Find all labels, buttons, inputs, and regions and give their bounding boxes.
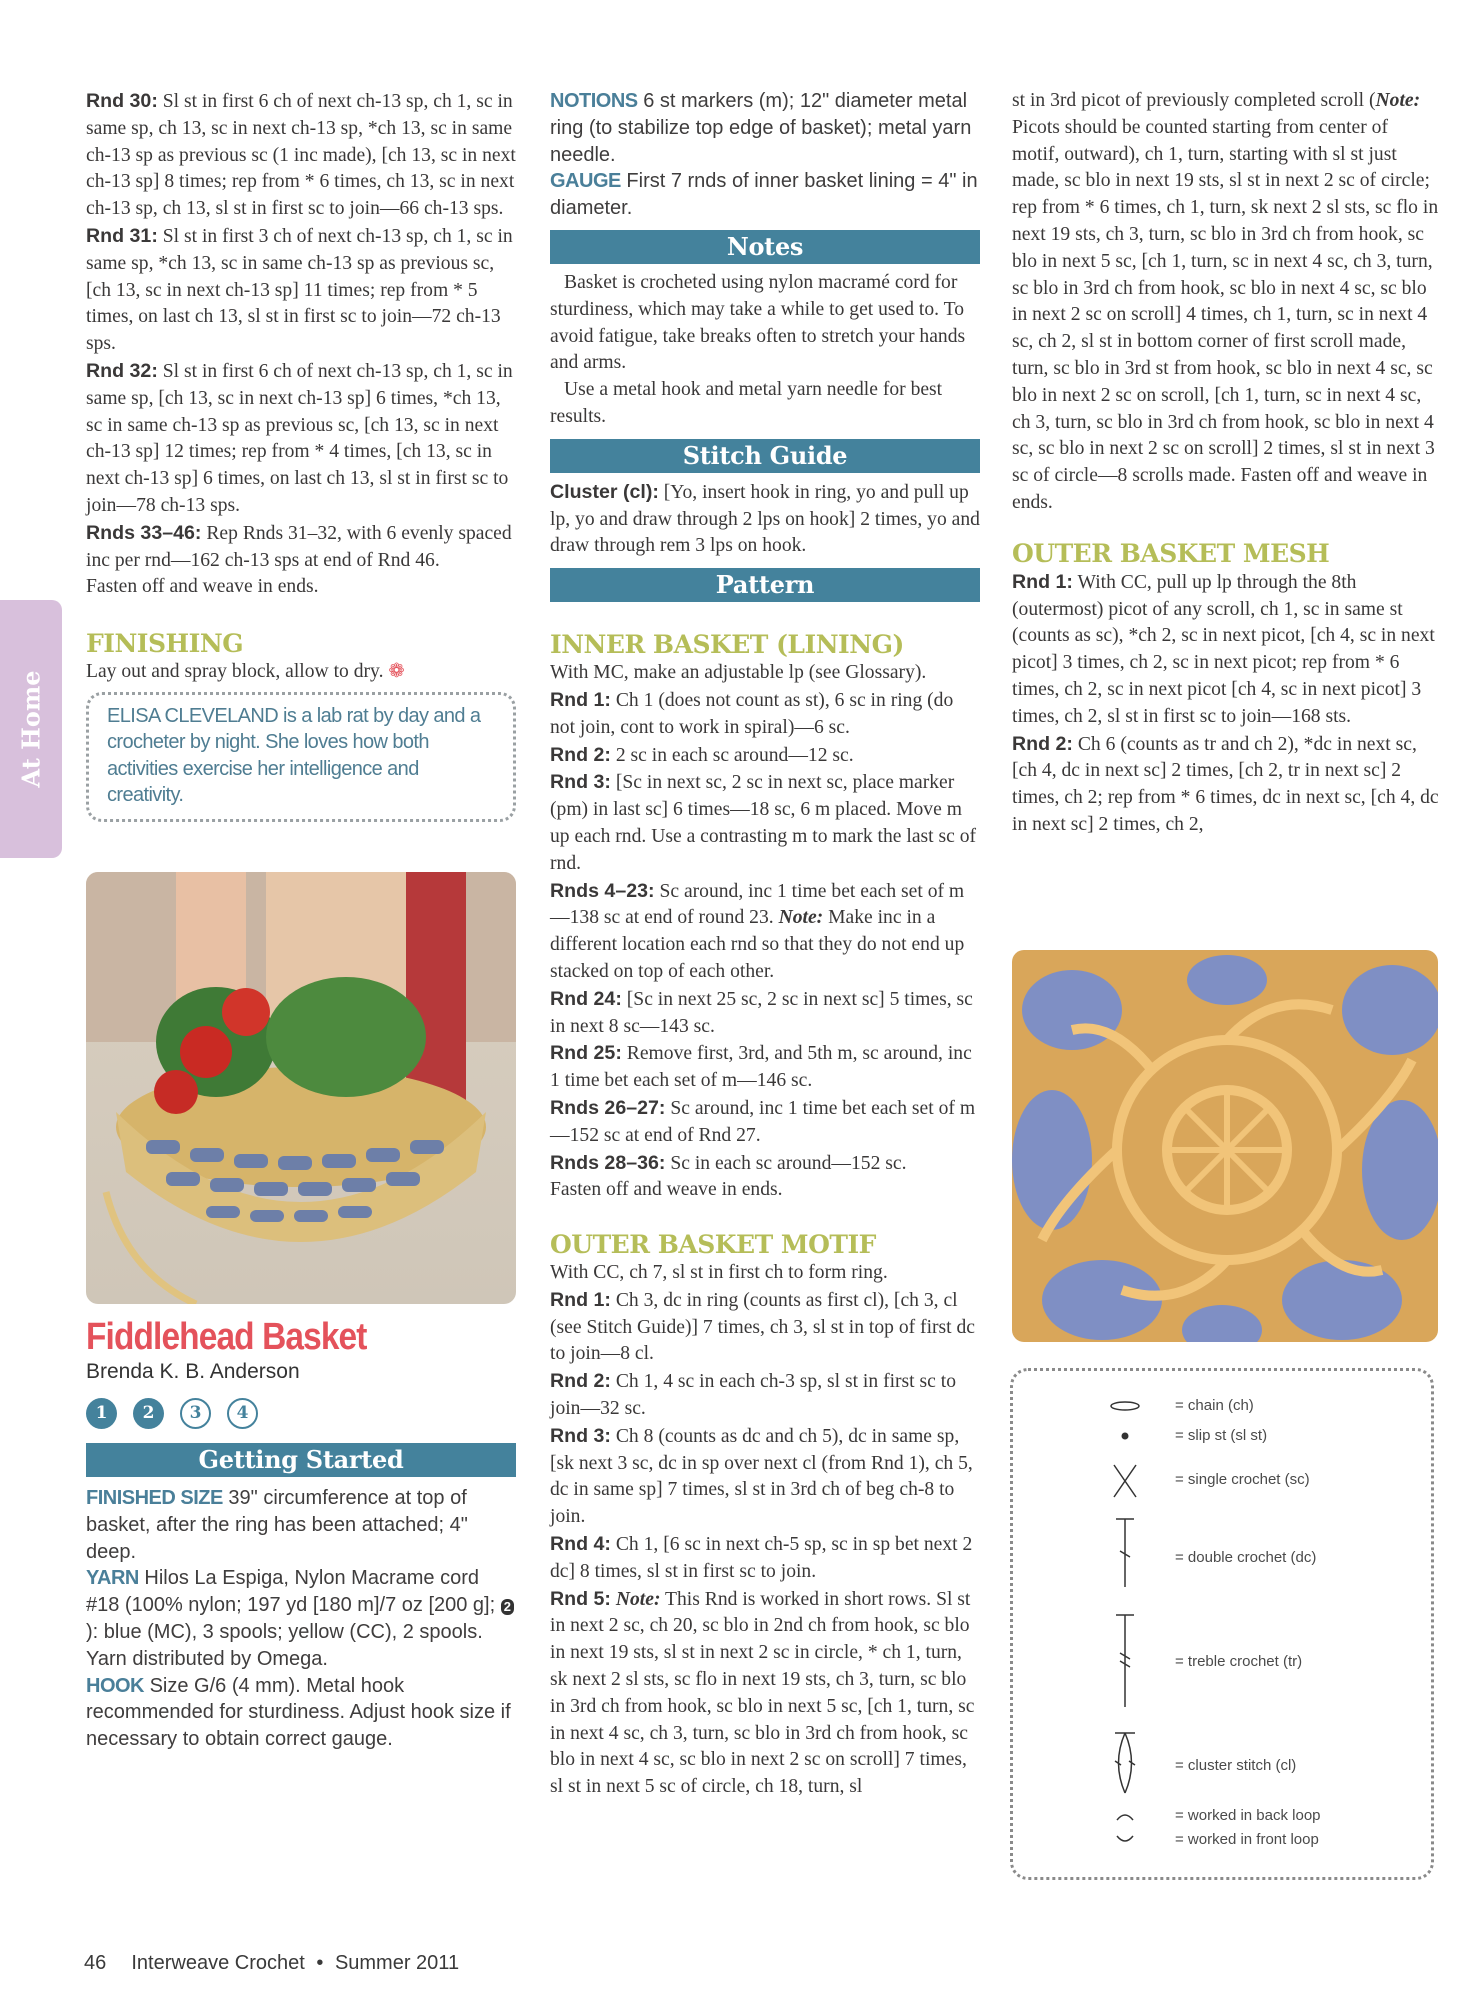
round-text: Rep Rnds 31–32, with 6 evenly spaced inc per rnd—162 ch-13 sps at end of Rnd 46. bbox=[86, 522, 512, 571]
round-label: Rnds 4–23: bbox=[550, 879, 655, 902]
slip-stitch-symbol-icon bbox=[1108, 1429, 1142, 1443]
continuation-text: Picots should be counted starting from center of motif, outward), ch 1, turn, starting with sl st just made, sc blo in next 19 sts, sl st in next 2 sc of circle; rep from * 6 times, ch 1, turn, sk next 2 sl sts, sc flo in next 19 sts, ch 3, turn, sc blo in 3rd ch from hook, sc blo in next 5 sc, [ch 1, turn, sc in next 4 sc, ch 3, turn, sc blo in 3rd ch from hook, sc blo in next 4 sc, sc blo in next 2 sc on scroll] 4 times, ch 1, turn, sc in next 4 sc, ch 2, sl st in bottom corner of first scroll made, turn, sc blo in 3rd st from hook, sc blo in next 4 sc, sc blo in next 2 sc on scroll, [ch 1, turn, sc in next 4 sc, ch 3, turn, sc blo in 3rd ch from hook, sc blo in next 4 sc, sc blo in next 2 sc on scroll] 2 times, sl st in next 3 sc of circle—8 scrolls made. Fasten off and weave in ends. bbox=[1012, 116, 1439, 513]
legend-label: = double crochet (dc) bbox=[1175, 1549, 1317, 1566]
round-text: 2 sc in each sc around—12 sc. bbox=[615, 744, 854, 766]
round-instruction bbox=[550, 1095, 980, 1150]
round-text: Ch 1, [6 sc in next ch-5 sp, sc in sp bet next 2 dc] 8 times, sl st in first sc to join. bbox=[550, 1534, 973, 1582]
notions-gauge bbox=[550, 88, 980, 222]
round-label: Rnd 2: bbox=[550, 1370, 611, 1393]
round-label: Rnd 4: bbox=[550, 1533, 611, 1556]
round-text: Ch 6 (counts as tr and ch 2), *dc in next sc, [ch 4, dc in next sc] 2 times, [ch 2, tr in next sc] 2 times, ch 2; rep from * 6 times, dc in next sc, [ch 4, dc in next sc] 2 times, ch 2, bbox=[1012, 733, 1439, 835]
round-text: Sl st in first 3 ch of next ch-13 sp, ch 1, sc in same sp, *ch 13, sc in same ch-13 sp as previous sc, [ch 13, sc in next ch-13 sp] 11 times; rep from * 5 times, on last ch 13, sl st in first sc to join—72 ch-13 sps. bbox=[86, 225, 513, 355]
column-left bbox=[86, 88, 516, 1753]
designer-name: Brenda K. B. Anderson bbox=[86, 1359, 300, 1383]
gauge-text: First 7 rnds of inner basket lining = 4" in diameter. bbox=[550, 170, 978, 220]
motif-photo-image bbox=[1012, 950, 1438, 1342]
legend-label: = cluster stitch (cl) bbox=[1175, 1757, 1297, 1774]
pattern-heading: Pattern bbox=[550, 568, 980, 602]
yarn bbox=[86, 1565, 516, 1672]
round-instruction bbox=[550, 1586, 980, 1801]
round-instruction bbox=[550, 1287, 980, 1368]
stitch-guide-heading: Stitch Guide bbox=[550, 439, 980, 473]
round-instruction bbox=[550, 687, 980, 742]
round-label: Rnd 1: bbox=[1012, 570, 1073, 593]
notions-text: 6 st markers (m); 12" diameter metal ring (to stabilize top edge of basket); metal yarn needle. bbox=[550, 90, 972, 166]
round-text: With CC, pull up lp through the 8th (outermost) picot of any scroll, ch 1, sc in same st (counts as sc), *ch 2, sc in next picot, [ch 4, sc in next picot] 3 times, ch 2, sc in next picot; rep from * 6 times, ch 2, sc in next picot [ch 4, sc in next picot] 3 times, ch 2, sl st in first sc to join—168 sts. bbox=[1012, 571, 1435, 727]
round-instruction bbox=[550, 1150, 980, 1178]
round-text: Ch 1, 4 sc in each ch-3 sp, sl st in first sc to join—32 sc. bbox=[550, 1371, 956, 1420]
hook-text: Size G/6 (4 mm). Metal hook recommended for sturdiness. Adjust hook size if necessary to obtain correct gauge. bbox=[86, 1674, 511, 1751]
round-label: Rnd 32: bbox=[86, 359, 158, 382]
round-label: Rnd 1: bbox=[550, 688, 611, 711]
double-crochet-symbol-icon bbox=[1108, 1517, 1142, 1589]
hook bbox=[86, 1673, 516, 1753]
round-label: Rnds 28–36: bbox=[550, 1151, 666, 1174]
issue-date: Summer 2011 bbox=[334, 1952, 460, 1974]
round-instruction bbox=[550, 1368, 980, 1423]
round-instruction bbox=[1012, 731, 1440, 839]
finishing-heading: FINISHING bbox=[86, 629, 244, 659]
fasten-off-text: Fasten off and weave in ends. bbox=[550, 1179, 783, 1201]
page-footer bbox=[84, 1952, 459, 1975]
round-text: Ch 8 (counts as dc and ch 5), dc in same sp, [sk next 3 sc, dc in sp over next cl (from Rnd 1), ch 5, dc in same sp] 7 times, sl st in 3rd ch of beg ch-8 to join. bbox=[550, 1425, 973, 1528]
outer-motif-instructions bbox=[550, 1260, 980, 1801]
round-instruction bbox=[1012, 569, 1440, 731]
stitch-symbol-legend bbox=[1010, 1368, 1434, 1880]
hook-label: HOOK bbox=[86, 1674, 144, 1697]
cluster-stitch-symbol-icon bbox=[1108, 1731, 1142, 1795]
outer-motif-heading: OUTER BASKET MOTIF bbox=[550, 1230, 876, 1260]
publication-name: Interweave Crochet bbox=[131, 1952, 305, 1974]
outer-mesh-heading: OUTER BASKET MESH bbox=[1012, 538, 1330, 568]
note-paragraph: Use a metal hook and metal yarn needle for best results. bbox=[550, 379, 943, 427]
round-text: Remove first, 3rd, and 5th m, sc around, inc 1 time bet each set of m—146 sc. bbox=[550, 1043, 972, 1092]
legend-label: = treble crochet (tr) bbox=[1175, 1653, 1303, 1670]
round-continuation bbox=[1012, 88, 1440, 517]
round-label: Rnd 2: bbox=[550, 743, 611, 766]
column-middle bbox=[550, 88, 980, 1801]
finishing-instruction: Lay out and spray block, allow to dry. bbox=[86, 661, 384, 683]
inner-basket-heading: INNER BASKET (LINING) bbox=[550, 630, 904, 660]
round-label: Rnd 24: bbox=[550, 987, 622, 1010]
basket-photo bbox=[86, 872, 516, 1304]
round-instruction bbox=[86, 358, 516, 520]
column-right bbox=[1012, 88, 1440, 839]
fasten-off-text: Fasten off and weave in ends. bbox=[86, 576, 319, 598]
round-label: Rnds 26–27: bbox=[550, 1096, 666, 1119]
project-title: Fiddlehead Basket bbox=[86, 1315, 367, 1358]
cluster-text: [Yo, insert hook in ring, yo and pull up lp, yo and draw through 2 lps on hook] 2 times, yo and draw through rem 3 lps on hook. bbox=[550, 481, 980, 557]
legend-label: = worked in front loop bbox=[1175, 1831, 1319, 1848]
page-number: 46 bbox=[84, 1952, 107, 1974]
skill-level-3: 3 bbox=[180, 1398, 211, 1429]
yarn-text: Hilos La Espiga, Nylon Macrame cord #18 (100% nylon; 197 yd [180 m]/7 oz [200 g]; bbox=[86, 1567, 496, 1617]
round-text: Sc around, inc 1 time bet each set of m—138 sc at end of round 23. bbox=[550, 880, 965, 929]
outer-mesh-instructions bbox=[1012, 569, 1440, 839]
round-instruction bbox=[550, 742, 980, 770]
round-instruction bbox=[86, 88, 516, 223]
section-tab-label: At Home bbox=[16, 670, 46, 788]
continued-rounds bbox=[86, 88, 516, 601]
back-loop-symbol-icon bbox=[1108, 1809, 1142, 1823]
round-text: Sl st in first 6 ch of next ch-13 sp, ch 1, sc in same sp, ch 13, sc in next ch-13 sp, *ch 13, sc in same ch-13 sp as previous sc (1 inc made), [ch 13, sc in next ch-13 sp] 8 times; rep from * 6 times, ch 13, sc in next ch-13 sp, ch 13, sl st in first sc to join—66 ch-13 sps. bbox=[86, 91, 516, 220]
round-instruction bbox=[86, 520, 516, 575]
legend-label: = worked in back loop bbox=[1175, 1807, 1321, 1824]
skill-level-4: 4 bbox=[227, 1398, 258, 1429]
round-instruction bbox=[550, 1423, 980, 1531]
round-text: [Sc in next 25 sc, 2 sc in next sc] 5 times, sc in next 8 sc—143 sc. bbox=[550, 988, 973, 1037]
round-text: Ch 3, dc in ring (counts as first cl), [ch 3, cl (see Stitch Guide)] 7 times, ch 3, sl st in top of first dc to join—8 cl. bbox=[550, 1289, 976, 1365]
yarn-weight-icon: 2 bbox=[501, 1599, 514, 1615]
round-instruction bbox=[86, 223, 516, 358]
cluster-label: Cluster (cl): bbox=[550, 480, 659, 503]
cluster-definition bbox=[550, 479, 980, 560]
notes-body bbox=[550, 270, 980, 431]
finishing-text bbox=[86, 659, 516, 686]
end-mark-flower-icon: ❁ bbox=[388, 661, 405, 683]
chain-symbol-icon bbox=[1108, 1399, 1142, 1413]
treble-crochet-symbol-icon bbox=[1108, 1613, 1142, 1709]
notes-heading: Notes bbox=[550, 230, 980, 264]
round-text: This Rnd is worked in short rows. Sl st in next 2 sc, ch 20, sc blo in 2nd ch from hook, sc blo in next 19 sts, sl st in next 2 sc in circle, * ch 1, turn, sk next 2 sl sts, sc flo in next 19 sts, ch 3, turn, sc blo in 3rd ch from hook, sc blo in next 5 sc, [ch 1, turn, sc in next 4 sc, ch 3, turn, sc blo in 3rd ch from hook, sc blo in next 4 sc, sc blo in next 2 sc on scroll] 7 times, sl st in next 5 sc of circle, ch 18, turn, sl bbox=[550, 1588, 975, 1798]
basket-photo-image bbox=[86, 872, 516, 1304]
front-loop-symbol-icon bbox=[1108, 1833, 1142, 1847]
round-instruction bbox=[550, 878, 980, 986]
round-label: Rnd 3: bbox=[550, 771, 611, 794]
finished-size-label: FINISHED SIZE bbox=[86, 1486, 223, 1509]
round-label: Rnd 30: bbox=[86, 90, 158, 112]
rnd5-continued bbox=[1012, 88, 1440, 517]
round-label: Rnd 2: bbox=[1012, 732, 1073, 755]
round-label: Rnd 1: bbox=[550, 1288, 611, 1311]
round-instruction bbox=[550, 1040, 980, 1095]
notions-label: NOTIONS bbox=[550, 90, 638, 112]
round-instruction bbox=[550, 986, 980, 1041]
round-label: Rnd 5: bbox=[550, 1587, 611, 1610]
round-instruction bbox=[550, 769, 980, 877]
round-text: Ch 1 (does not count as st), 6 sc in ring (do not join, cont to work in spiral)—6 sc. bbox=[550, 689, 954, 738]
finished-size-value: 39" circumference at top of basket, after the ring has been attached; 4" deep. bbox=[86, 1486, 468, 1563]
finished-size bbox=[86, 1485, 516, 1565]
section-tab-at-home bbox=[0, 600, 62, 858]
round-label: Rnd 25: bbox=[550, 1042, 622, 1065]
legend-label: = single crochet (sc) bbox=[1175, 1471, 1310, 1488]
notions bbox=[550, 88, 980, 168]
yarn-text-cont: ): blue (MC), 3 spools; yellow (CC), 2 spools. Yarn distributed by Omega. bbox=[86, 1620, 483, 1670]
round-text: Sl st in first 6 ch of next ch-13 sp, ch 1, sc in same sp, [ch 13, sc in next ch-13 sp] 6 times, *ch 13, sc in same ch-13 sp as previous sc, [ch 13, sc in next ch-13 sp] 12 times; rep from * 4 times, [ch 13, sc in next ch-13 sp] 6 times, on last ch 13, sl st in first sc to join—78 ch-13 sps. bbox=[86, 360, 513, 516]
legend-label: = chain (ch) bbox=[1175, 1397, 1254, 1414]
materials-list bbox=[86, 1485, 516, 1753]
motif-intro: With CC, ch 7, sl st in first ch to form ring. bbox=[550, 1262, 888, 1284]
note-label: Note: bbox=[1375, 90, 1421, 111]
round-instruction bbox=[550, 1531, 980, 1586]
skill-level-1: 1 bbox=[86, 1398, 117, 1429]
round-text: Sc around, inc 1 time bet each set of m—152 sc at end of Rnd 27. bbox=[550, 1097, 976, 1146]
inner-basket-instructions bbox=[550, 660, 980, 1204]
footer-separator: • bbox=[316, 1952, 324, 1974]
motif-closeup-photo bbox=[1012, 950, 1438, 1342]
note-label: Note: bbox=[778, 907, 824, 929]
skill-level-indicator bbox=[86, 1398, 516, 1429]
round-text: Sc in each sc around—152 sc. bbox=[670, 1152, 907, 1174]
note-paragraph: Basket is crocheted using nylon macramé cord for sturdiness, which may take a while to get used to. To avoid fatigue, take breaks often to stretch your hands and arms. bbox=[550, 271, 966, 374]
designer-bio-box: ELISA CLEVELAND is a lab rat by day and a crocheter by night. She loves how both activities exercise her intelligence and creativity. bbox=[86, 692, 516, 822]
single-crochet-symbol-icon bbox=[1108, 1463, 1142, 1499]
round-label: Rnds 33–46: bbox=[86, 521, 202, 544]
skill-level-2: 2 bbox=[133, 1398, 164, 1429]
round-label: Rnd 3: bbox=[550, 1424, 611, 1447]
round-text: [Sc in next sc, 2 sc in next sc, place marker (pm) in last sc] 6 times—18 sc, 6 m placed. Move m up each rnd. Use a contrasting m to mark the last sc of rnd. bbox=[550, 772, 977, 874]
note-label: Note: bbox=[615, 1588, 661, 1610]
yarn-label: YARN bbox=[86, 1567, 139, 1590]
legend-label: = slip st (sl st) bbox=[1175, 1427, 1268, 1444]
continuation-text: st in 3rd picot of previously completed scroll ( bbox=[1012, 90, 1376, 111]
inner-intro: With MC, make an adjustable lp (see Glossary). bbox=[550, 662, 927, 684]
gauge bbox=[550, 168, 980, 222]
gauge-label: GAUGE bbox=[550, 170, 621, 193]
getting-started-heading: Getting Started bbox=[86, 1443, 516, 1477]
round-label: Rnd 31: bbox=[86, 224, 158, 247]
note-text: Make inc in a different location each rnd so that they do not end up stacked on top of each other. bbox=[550, 907, 965, 982]
